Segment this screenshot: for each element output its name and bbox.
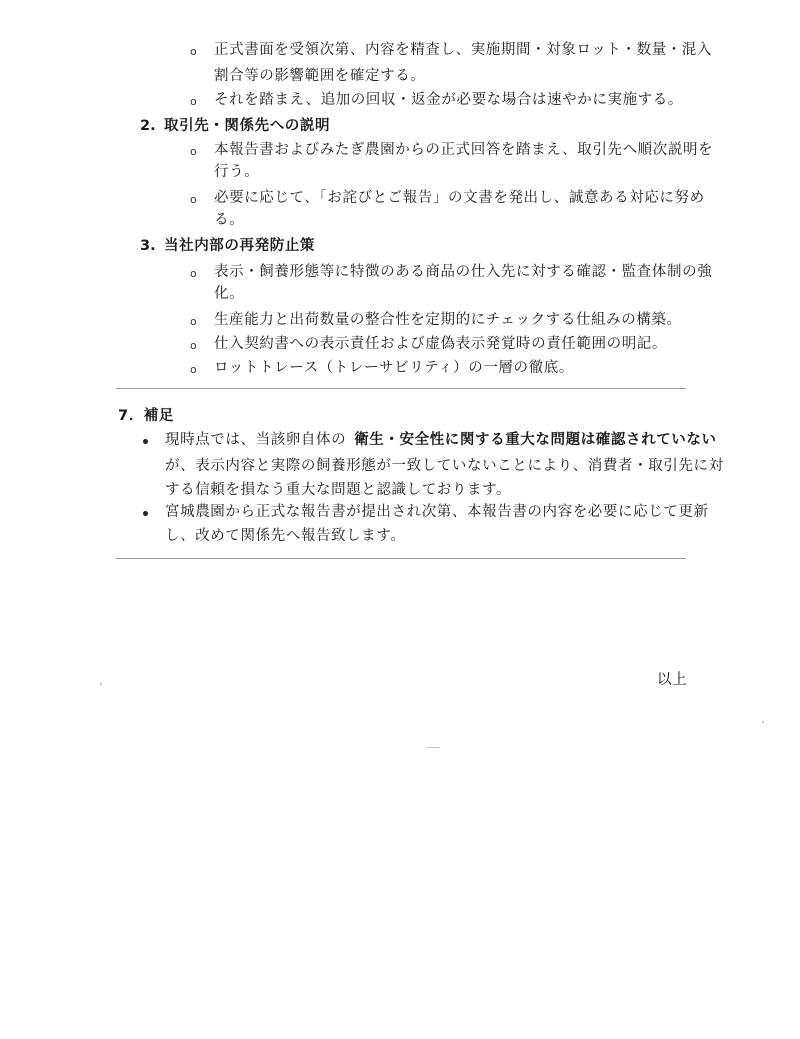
section-divider (116, 388, 686, 389)
bullet-text-plain: 現時点では、当該卵自体の (165, 432, 347, 448)
subitem-line: それを踏まえ、追加の回収・返金が必要な場合は速やかに実施する。 (214, 92, 683, 108)
subitem-line: 生産能力と出荷数量の整合性を定期的にチェックする仕組みの構築。 (214, 312, 682, 328)
subitem-line: 割合等の影響範囲を確定する。 (214, 68, 426, 84)
item-title: 当社内部の再発防止策 (164, 238, 315, 254)
bullet-line: し、改めて関係先へ報告致します。 (165, 528, 406, 544)
sub-bullet: o (190, 95, 197, 108)
scan-speck (100, 683, 102, 685)
bullet-dot (143, 511, 148, 516)
section-heading: 7．補足 (118, 408, 174, 424)
subitem-line: る。 (214, 212, 245, 228)
subitem-line: 化。 (214, 286, 245, 302)
bullet-line: する信頼を損なう重大な問題と認識しております。 (165, 482, 512, 498)
bullet-line: 宮城農園から正式な報告書が提出され次第、本報告書の内容を必要に応じて更新 (165, 504, 709, 520)
bullet-line: が、表示内容と実際の飼養形態が一致していないことにより、消費者・取引先に対 (165, 458, 724, 474)
item-number: 3. (140, 238, 156, 254)
item-number: 2. (140, 118, 156, 134)
sub-bullet: o (190, 267, 197, 280)
bullet-text-bold: 衛生・安全性に関する重大な問題は確認されていない (354, 432, 717, 448)
subitem-line: 正式書面を受領次第、内容を精査し、実施期間・対象ロット・数量・混入 (214, 42, 713, 58)
scan-speck (762, 721, 764, 723)
sub-bullet: o (190, 363, 197, 376)
subitem-line: 必要に応じて、「お詫びとご報告」の文書を発出し、誠意ある対応に努め (214, 190, 705, 206)
sub-bullet: o (190, 193, 197, 206)
bullet-line (165, 430, 717, 450)
subitem-line: 本報告書およびみたぎ農園からの正式回答を踏まえ、取引先へ順次説明を (214, 142, 714, 158)
item-title: 取引先・関係先への説明 (164, 118, 331, 134)
sub-bullet: o (190, 315, 197, 328)
bullet-dot (143, 439, 148, 444)
sub-bullet: o (190, 45, 197, 58)
subitem-line: 行う。 (214, 164, 260, 180)
subitem-line: ロットトレース（トレーサビリティ）の一層の徹底。 (214, 360, 574, 376)
subitem-line: 仕入契約書への表示責任および虚偽表示発覚時の責任範囲の明記。 (214, 336, 667, 352)
sub-bullet: o (190, 339, 197, 352)
subitem-line: 表示・飼養形態等に特徴のある商品の仕入先に対する確認・監査体制の強 (214, 264, 713, 280)
scan-speck (426, 747, 440, 748)
closing-text: 以上 (657, 672, 688, 688)
section-divider (116, 558, 686, 559)
sub-bullet: o (190, 145, 197, 158)
